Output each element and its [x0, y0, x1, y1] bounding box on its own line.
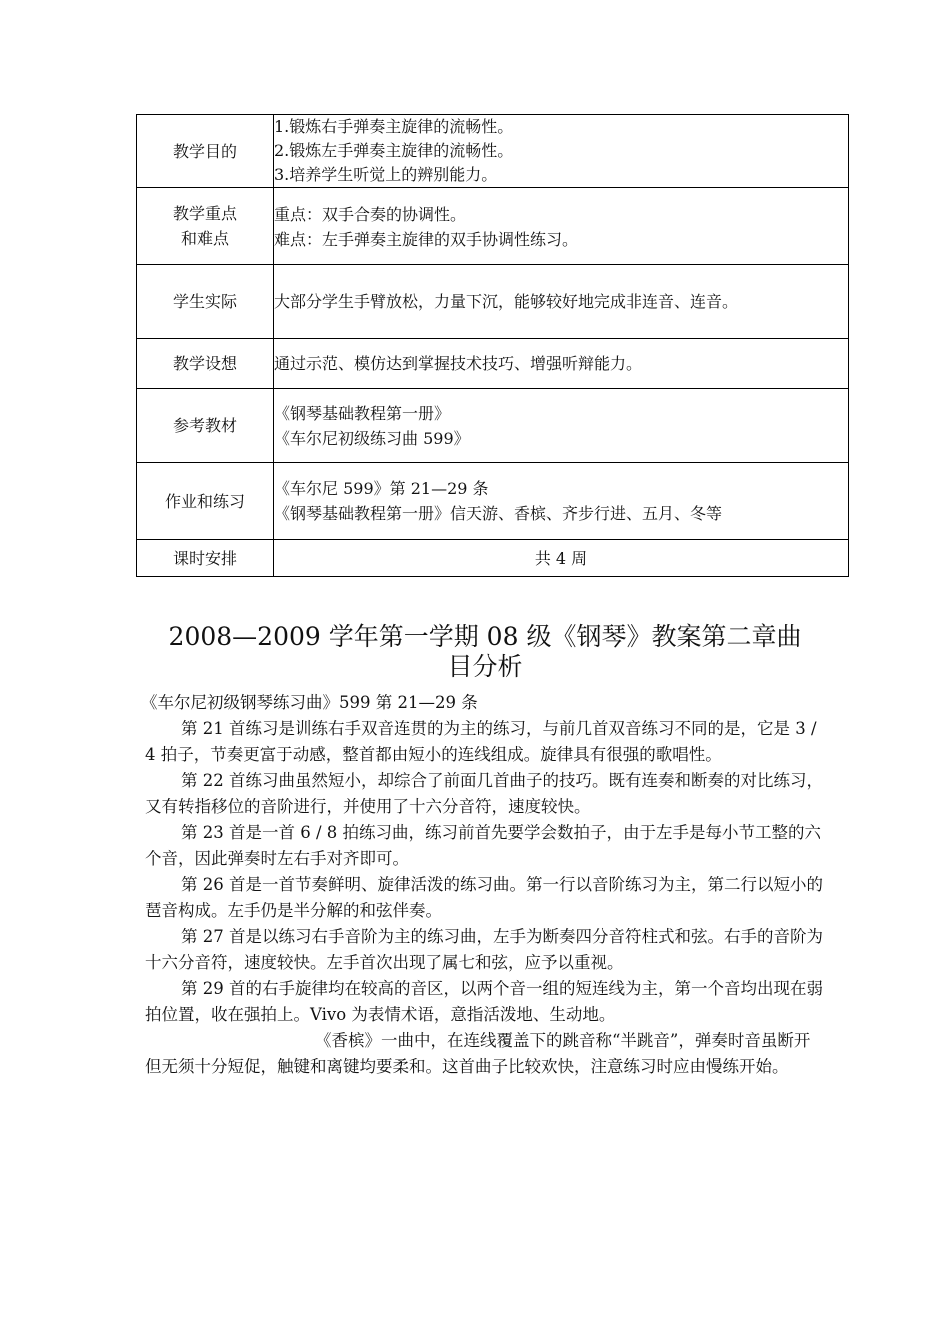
label-line: 和难点 [180, 229, 229, 248]
row-label-materials [137, 389, 274, 463]
row-label-homework [137, 463, 274, 540]
content-line: 大部分学生手臂放松，力量下沉，能够较好地完成非连音、连音。 [274, 292, 739, 311]
paragraph: 《香槟》一曲中，在连线覆盖下的跳音称“半跳音”，弹奏时音虽断开但无须十分短促，触键和离键均要柔和。这首曲子比较欢快，注意练习时应由慢练开始。 [145, 1031, 811, 1076]
label-line: 作业和练习 [164, 491, 245, 511]
content-line: 1.锻炼右手弹奏主旋律的流畅性。 [274, 117, 514, 136]
row-label-objectives [137, 115, 274, 188]
table-row [137, 265, 849, 339]
row-label-concept [137, 339, 274, 389]
paragraph: 第 21 首练习是训练右手双音连贯的为主的练习，与前几首双音练习不同的是，它是 3 / 4 拍子，节奏更富于动感，整首都由短小的连线组成。旋律具有很强的歌唱性。 [145, 719, 817, 764]
content-line: 重点：双手合奏的协调性。 [274, 205, 467, 224]
content-line: 《钢琴基础教程第一册》信天游、香槟、齐步行进、五月、冬等 [274, 504, 723, 523]
row-content-materials [274, 389, 849, 463]
content-line: 《车尔尼初级练习曲 599》 [274, 428, 470, 448]
table-row [137, 115, 849, 188]
row-content-students [274, 265, 849, 339]
heading-line: 2008—2009 学年第一学期 08 级《钢琴》教案第二章曲 [168, 622, 802, 651]
row-label-students [137, 265, 274, 339]
content-line: 通过示范、模仿达到掌握技术技巧、增强听辩能力。 [274, 354, 643, 373]
row-label-key-points [137, 188, 274, 265]
row-label-schedule [137, 540, 274, 577]
analysis-body [141, 690, 825, 1080]
row-content-concept [274, 339, 849, 389]
label-line: 教学目的 [172, 141, 237, 161]
paragraph: 第 26 首是一首节奏鲜明、旋律活泼的练习曲。第一行以音阶练习为主，第二行以短小的琶音构成。左手仍是半分解的和弦伴奏。 [145, 875, 823, 920]
table-row [137, 463, 849, 540]
content-line: 《钢琴基础教程第一册》 [274, 403, 451, 423]
lesson-plan-table [136, 114, 849, 577]
label-line: 学生实际 [172, 292, 237, 311]
paragraph: 第 29 首的右手旋律均在较高的音区，以两个音一组的短连线为主，第一个音均出现在弱拍位置，收在强拍上。Vivo 为表情术语，意指活泼地、生动地。 [145, 979, 823, 1024]
heading-line: 目分析 [447, 652, 523, 681]
table-row [137, 188, 849, 265]
content-line: 共 4 周 [534, 548, 588, 568]
paragraph: 第 27 首是以练习右手音阶为主的练习曲，左手为断奏四分音符柱式和弦。右手的音阶为十六分音符，速度较快。左手首次出现了属七和弦，应予以重视。 [145, 927, 823, 972]
label-line: 参考教材 [172, 416, 237, 435]
content-line: 难点：左手弹奏主旋律的双手协调性练习。 [274, 230, 579, 249]
content-line: 2.锻炼左手弹奏主旋律的流畅性。 [274, 141, 514, 160]
section-heading [120, 622, 850, 682]
content-line: 《车尔尼 599》第 21—29 条 [274, 479, 489, 498]
row-content-objectives [274, 115, 849, 188]
paragraph: 第 23 首是一首 6 / 8 拍练习曲，练习前首先要学会数拍子，由于左手是每小节工整的六个音，因此弹奏时左右手对齐即可。 [145, 823, 822, 868]
row-content-key-points [274, 188, 849, 265]
paragraph: 第 22 首练习曲虽然短小，却综合了前面几首曲子的技巧。既有连奏和断奏的对比练习，又有转指移位的音阶进行，并使用了十六分音符，速度较快。 [145, 771, 823, 816]
table-row [137, 389, 849, 463]
table-row [137, 540, 849, 577]
label-line: 课时安排 [172, 548, 237, 568]
subtitle: 《车尔尼初级钢琴练习曲》599 第 21—29 条 [141, 693, 478, 712]
row-content-homework [274, 463, 849, 540]
label-line: 教学重点 [172, 204, 237, 223]
row-content-schedule [274, 540, 849, 577]
table-row [137, 339, 849, 389]
content-line: 3.培养学生听觉上的辨别能力。 [274, 165, 498, 184]
label-line: 教学设想 [172, 354, 237, 373]
